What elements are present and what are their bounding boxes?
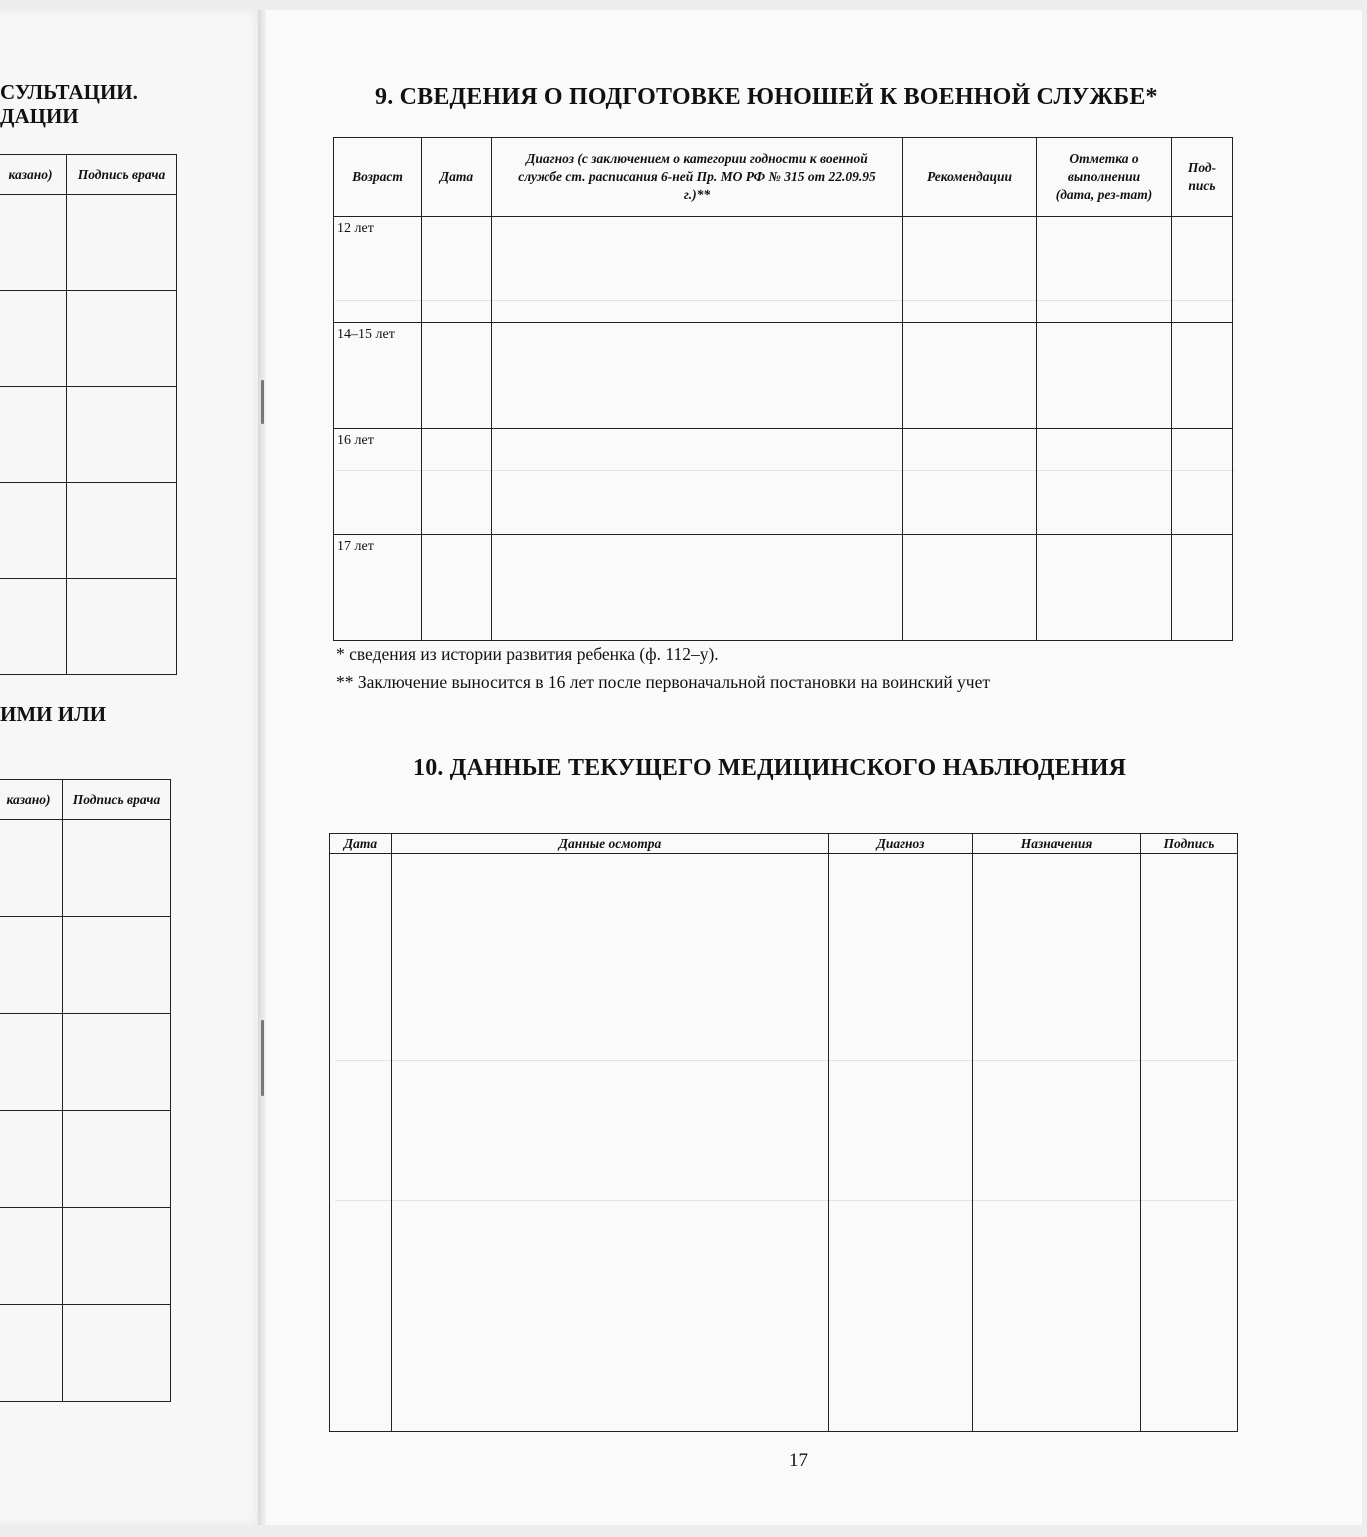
signature-cell[interactable] (1172, 429, 1233, 535)
date-cell[interactable] (422, 429, 492, 535)
col-diagnosis: Диагноз (829, 834, 973, 854)
col-exam-data: Данные осмотра (392, 834, 829, 854)
col-signature: Подпись (1141, 834, 1238, 854)
table-cell[interactable] (67, 579, 177, 675)
table-cell[interactable] (0, 1305, 63, 1402)
table-cell[interactable] (0, 917, 63, 1014)
col-date: Дата (422, 138, 492, 217)
signature-cell[interactable] (1141, 854, 1238, 1432)
diagnosis-cell[interactable] (829, 854, 973, 1432)
row-age-label: 12 лет (334, 217, 422, 323)
left-table-1-col1: казано) (0, 155, 67, 195)
date-cell[interactable] (422, 217, 492, 323)
staple-top (261, 380, 264, 424)
table-cell[interactable] (63, 1014, 171, 1111)
medical-observation-table (329, 833, 1238, 1432)
table-cell[interactable] (0, 483, 67, 579)
left-table-1 (0, 154, 177, 675)
date-cell[interactable] (422, 323, 492, 429)
row-age-label: 17 лет (334, 535, 422, 641)
table-cell[interactable] (0, 579, 67, 675)
exam-data-cell[interactable] (392, 854, 829, 1432)
table-cell[interactable] (63, 1305, 171, 1402)
row-age-label: 14–15 лет (334, 323, 422, 429)
table-cell[interactable] (0, 1014, 63, 1111)
col-prescriptions: Назначения (973, 834, 1141, 854)
col-signature: Под-пись (1172, 138, 1233, 217)
date-cell[interactable] (330, 854, 392, 1432)
recommendations-cell[interactable] (903, 535, 1037, 641)
left-table-2-col1: казано) (0, 780, 63, 820)
section10-title: 10. ДАННЫЕ ТЕКУЩЕГО МЕДИЦИНСКОГО НАБЛЮДЕНИЯ (413, 755, 1127, 781)
table-cell[interactable] (63, 1208, 171, 1305)
date-cell[interactable] (422, 535, 492, 641)
col-diagnosis: Диагноз (с заключением о категории годности к военной службе ст. расписания 6-ней Пр. МО РФ № 315 от 22.09.95 г.)** (492, 138, 903, 217)
table-row (334, 323, 1233, 429)
table-row (334, 217, 1233, 323)
col-age: Возраст (334, 138, 422, 217)
signature-cell[interactable] (1172, 535, 1233, 641)
table-row (330, 854, 1238, 1432)
table-cell[interactable] (0, 1111, 63, 1208)
left-heading-line1: СУЛЬТАЦИИ. (0, 80, 138, 104)
staple-bottom (261, 1020, 264, 1096)
completion-cell[interactable] (1037, 429, 1172, 535)
table-cell[interactable] (67, 387, 177, 483)
page-spine (258, 10, 266, 1525)
diagnosis-cell[interactable] (492, 535, 903, 641)
signature-cell[interactable] (1172, 323, 1233, 429)
col-date: Дата (330, 834, 392, 854)
left-heading-2: ИМИ ИЛИ (0, 702, 107, 726)
left-table-2-col2: Подпись врача (63, 780, 171, 820)
footnote-1: * сведения из истории развития ребенка (ф. 112–у). (336, 644, 719, 664)
table-cell[interactable] (0, 1208, 63, 1305)
table-cell[interactable] (67, 195, 177, 291)
completion-cell[interactable] (1037, 323, 1172, 429)
table-cell[interactable] (0, 387, 67, 483)
completion-cell[interactable] (1037, 217, 1172, 323)
left-table-1-col2: Подпись врача (67, 155, 177, 195)
col-recommendations: Рекомендации (903, 138, 1037, 217)
table-cell[interactable] (67, 483, 177, 579)
table-cell[interactable] (63, 1111, 171, 1208)
table-cell[interactable] (0, 291, 67, 387)
diagnosis-cell[interactable] (492, 323, 903, 429)
footnote-2: ** Заключение выносится в 16 лет после первоначальной постановки на воинский учет (336, 672, 991, 692)
recommendations-cell[interactable] (903, 323, 1037, 429)
diagnosis-cell[interactable] (492, 217, 903, 323)
table-row (334, 535, 1233, 641)
page-number: 17 (789, 1450, 808, 1471)
prescriptions-cell[interactable] (973, 854, 1141, 1432)
signature-cell[interactable] (1172, 217, 1233, 323)
diagnosis-cell[interactable] (492, 429, 903, 535)
left-heading-line2: ДАЦИИ (0, 104, 79, 128)
table-cell[interactable] (0, 820, 63, 917)
col-completion-mark: Отметка о выполнении (дата, рез-тат) (1037, 138, 1172, 217)
table-cell[interactable] (67, 291, 177, 387)
recommendations-cell[interactable] (903, 429, 1037, 535)
row-age-label: 16 лет (334, 429, 422, 535)
table-row (334, 429, 1233, 535)
section9-title: 9. СВЕДЕНИЯ О ПОДГОТОВКЕ ЮНОШЕЙ К ВОЕННОЙ СЛУЖБЕ* (375, 84, 1158, 110)
table-cell[interactable] (0, 195, 67, 291)
table-cell[interactable] (63, 820, 171, 917)
completion-cell[interactable] (1037, 535, 1172, 641)
recommendations-cell[interactable] (903, 217, 1037, 323)
left-table-2 (0, 779, 171, 1402)
table-cell[interactable] (63, 917, 171, 1014)
military-service-table (333, 137, 1233, 641)
